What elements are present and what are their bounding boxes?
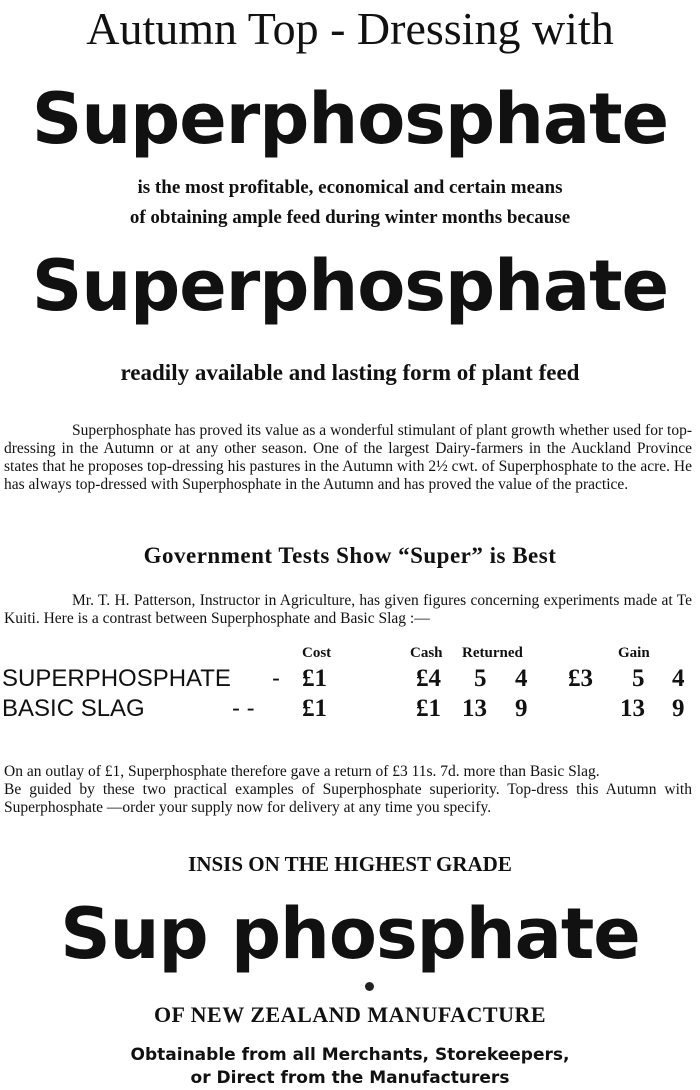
- obtainable-line-1: Obtainable from all Merchants, Storekeepers,: [130, 1045, 570, 1065]
- row-gain-shillings: 13: [620, 695, 645, 722]
- row-name: SUPERPHOSPHATE: [2, 665, 231, 692]
- header-returned: Returned: [462, 645, 523, 661]
- header-cost: Cost: [302, 645, 332, 661]
- comparison-table: [0, 645, 700, 725]
- headline: Autumn Top - Dressing with: [86, 3, 614, 54]
- row-gain-pence: 4: [672, 665, 685, 692]
- row-sep: - -: [232, 695, 255, 722]
- lead-line-1: is the most profitable, economical and certain means: [137, 177, 563, 198]
- row-gain-pounds: £3: [568, 665, 593, 692]
- table-row: [0, 695, 700, 723]
- row-name: BASIC SLAG: [2, 695, 145, 722]
- brand-wordmark-3: Sup phosphate: [60, 893, 640, 975]
- lead-line-3: readily available and lasting form of plant feed: [120, 360, 580, 385]
- row-cost: £1: [302, 665, 327, 692]
- lead-line-2: of obtaining ample feed during winter months because: [129, 207, 571, 228]
- section-subhead: Government Tests Show “Super” is Best: [143, 543, 557, 568]
- body-paragraph-1: Superphosphate has proved its value as a wonderful stimulant of plant growth whether used for top-dressing in the Autumn or at any other season. One of the largest Dairy-farmers in the Auckland Province states that he proposes top-dressing his pastures in the Autumn with 2½ cwt. of Superphosphate to the acre. He has always top-dressed with Superphosphate in the Autumn and has proved the value of the practice.: [4, 422, 692, 493]
- row-cash-shillings: 13: [462, 695, 487, 722]
- table-row: [0, 665, 700, 693]
- row-cash-pence: 9: [515, 695, 528, 722]
- row-cash-pounds: £4: [416, 665, 441, 692]
- brand-wordmark-1: Superphosphate: [31, 78, 669, 160]
- obtainable-line-2: or Direct from the Manufacturers: [190, 1068, 510, 1088]
- header-gain: Gain: [618, 645, 650, 661]
- row-gain-pence: 9: [672, 695, 685, 722]
- insist-line: INSIS ON THE HIGHEST GRADE: [188, 852, 512, 876]
- body-paragraph-3: On an outlay of £1, Superphosphate therefore gave a return of £3 11s. 7d. more than Basic Slag. Be guided by these two practical examples of Superphosphate superiority. Top-dress this Autumn with Superphosphate —order your supply now for delivery at any time you specify.: [4, 763, 692, 816]
- row-sep: -: [272, 665, 280, 692]
- row-cash-pounds: £1: [416, 695, 441, 722]
- row-gain-shillings: 5: [632, 665, 645, 692]
- brand-wordmark-2: Superphosphate: [31, 245, 669, 327]
- header-cash: Cash: [410, 645, 443, 661]
- ink-dot: [365, 982, 374, 991]
- row-cost: £1: [302, 695, 327, 722]
- body-paragraph-2: Mr. T. H. Patterson, Instructor in Agriculture, has given figures concerning experiments made at Te Kuiti. Here is a contrast between Superphosphate and Basic Slag :—: [4, 592, 692, 627]
- origin-line: OF NEW ZEALAND MANUFACTURE: [153, 1002, 547, 1027]
- row-cash-pence: 4: [515, 665, 528, 692]
- row-cash-shillings: 5: [474, 665, 487, 692]
